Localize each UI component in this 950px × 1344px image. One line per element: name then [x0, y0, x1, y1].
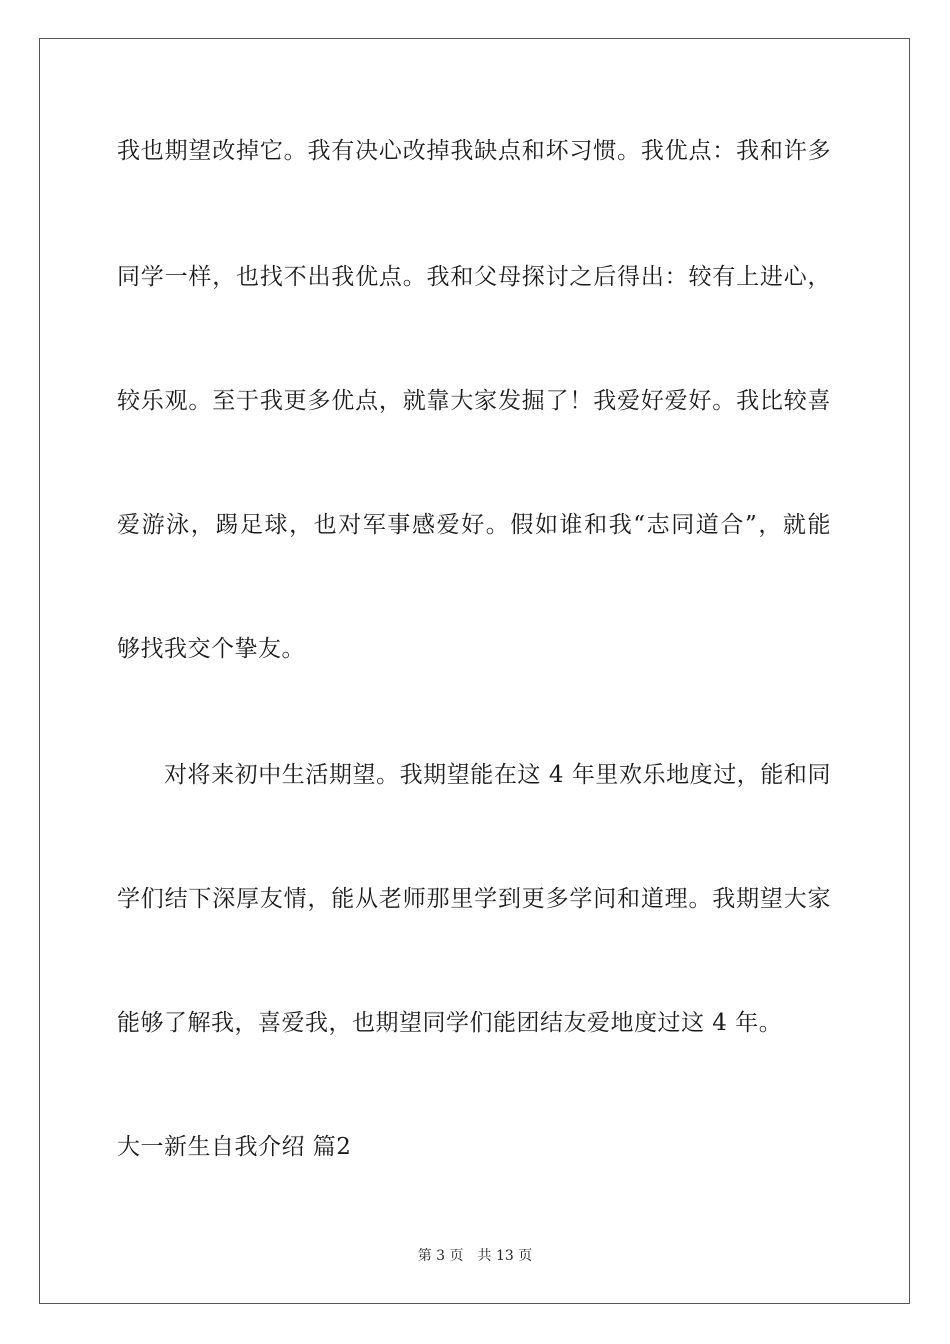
- paragraph-line: 我也期望改掉它。我有决心改掉我缺点和坏习惯。我优点：我和许多: [117, 138, 831, 164]
- page-footer: [0, 1247, 950, 1265]
- paragraph-line: 同学一样，也找不出我优点。我和父母探讨之后得出：较有上进心，: [117, 264, 831, 290]
- page-total: 共 13 页: [477, 1248, 533, 1264]
- page-frame: [39, 38, 910, 1304]
- paragraph-line: 学们结下深厚友情，能从老师那里学到更多学问和道理。我期望大家: [117, 886, 831, 912]
- paragraph-line: 对将来初中生活期望。我期望能在这 4 年里欢乐地度过，能和同: [164, 762, 831, 788]
- page-number: 第 3 页: [417, 1248, 464, 1264]
- paragraph-line: 够找我交个挚友。: [117, 636, 305, 662]
- paragraph-line: 较乐观。至于我更多优点，就靠大家发掘了！我爱好爱好。我比较喜: [117, 388, 831, 414]
- section-heading: 大一新生自我介绍 篇2: [117, 1134, 352, 1160]
- paragraph-line: 能够了解我，喜爱我，也期望同学们能团结友爱地度过这 4 年。: [117, 1010, 783, 1036]
- paragraph-line: 爱游泳，踢足球，也对军事感爱好。假如谁和我“志同道合”，就能: [117, 512, 831, 538]
